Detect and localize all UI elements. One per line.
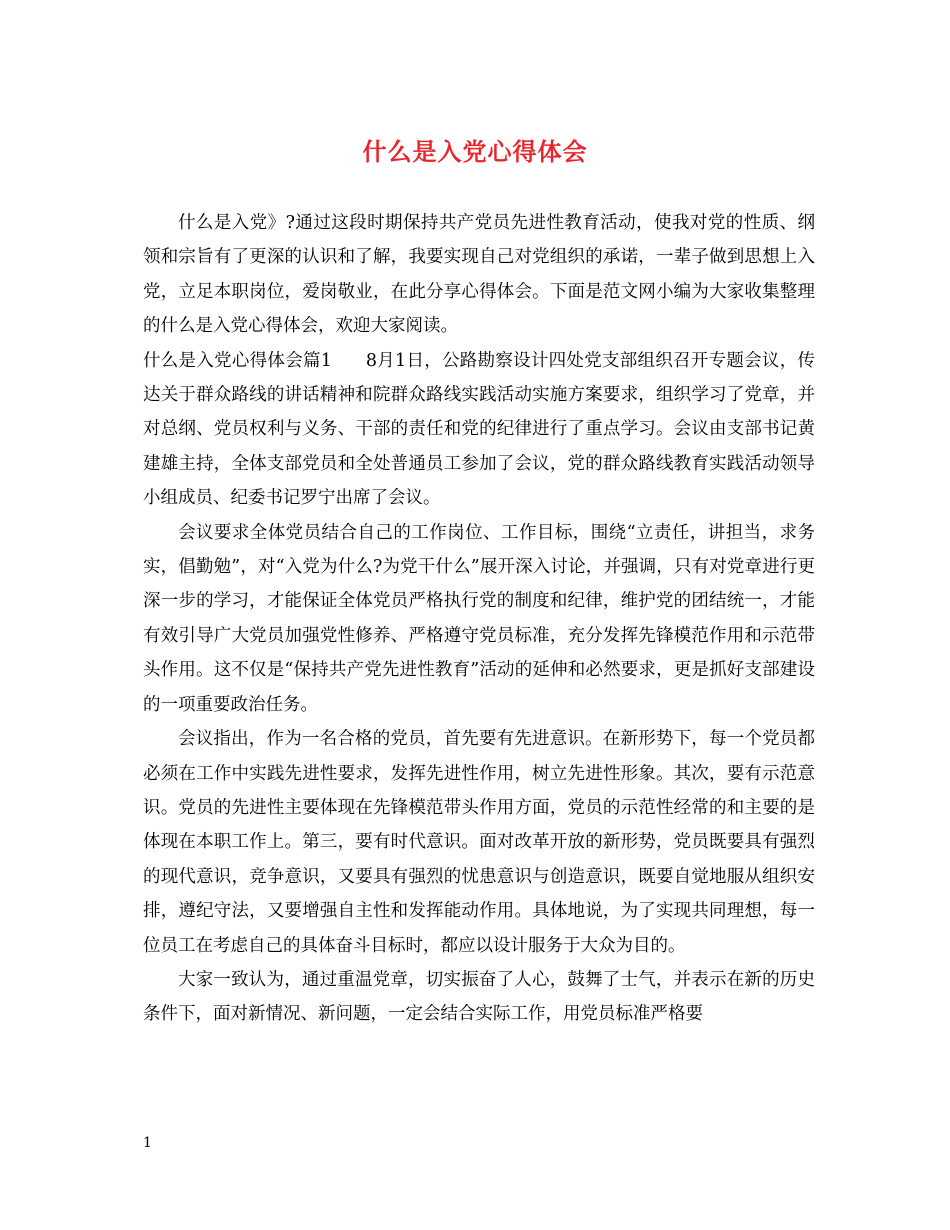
paragraph-points: 会议指出，作为一名合格的党员，首先要有先进意识。在新形势下，每一个党员都必须在工作中实践先进性要求，发挥先进性作用，树立先进性形象。其次，要有示范意识。党员的先进性主要体现在先锋模范带头作用方面，党员的示范性经常的和主要的是体现在本职工作上。第三，要有时代意识。面对改革开放的新形势，党员既要具有强烈的现代意识，竞争意识，又要具有强烈的忧患意识与创造意识，既要自觉地服从组织安排，遵纪守法，又要增强自主性和发挥能动作用。具体地说，为了实现共同理想，每一位员工在考虑自己的具体奋斗目标时，都应以设计服务于大众为目的。 xyxy=(143,729,815,956)
paragraph-requirements: 会议要求全体党员结合自己的工作岗位、工作目标，围绕“立责任，讲担当，求务实，倡勤勉”，对“入党为什么?为党干什么”展开深入讨论，并强调，只有对党章进行更深一步的学习，才能保证全体党员严格执行党的制度和纪律，维护党的团结统一，才能有效引导广大党员加强党性修养、严格遵守党员标准，充分发挥先锋模范作用和示范带头作用。这不仅是“保持共产党先进性教育”活动的延伸和必然要求，更是抓好支部建设的一项重要政治任务。 xyxy=(143,522,815,715)
paragraph-intro: 什么是入党》?通过这段时期保持共产党员先进性教育活动，使我对党的性质、纲领和宗旨有了更深的认识和了解，我要实现自己对党组织的承诺，一辈子做到思想上入党，立足本职岗位，爱岗敬业，在此分享心得体会。下面是范文网小编为大家收集整理的什么是入党心得体会，欢迎大家阅读。 xyxy=(143,213,815,337)
paragraph-meeting: 8月1日，公路勘察设计四处党支部组织召开专题会议，传达关于群众路线的讲话精神和院群众路线实践活动实施方案要求，组织学习了党章，并对总纲、党员权利与义务、干部的责任和党的纪律进行了重点学习。会议由支部书记黄建雄主持，全体支部党员和全处普通员工参加了会议，党的群众路线教育实践活动领导小组成员、纪委书记罗宁出席了会议。 xyxy=(143,350,815,509)
section-heading: 什么是入党心得体会篇1 xyxy=(143,350,332,371)
document-body xyxy=(143,206,815,1032)
paragraph-section-1 xyxy=(143,344,815,516)
paragraph-consensus: 大家一致认为，通过重温党章，切实振奋了人心，鼓舞了士气，并表示在新的历史条件下，面对新情况、新问题，一定会结合实际工作，用党员标准严格要 xyxy=(143,969,815,1025)
page-number: 1 xyxy=(143,1135,152,1151)
document-title: 什么是入党心得体会 xyxy=(362,137,588,166)
